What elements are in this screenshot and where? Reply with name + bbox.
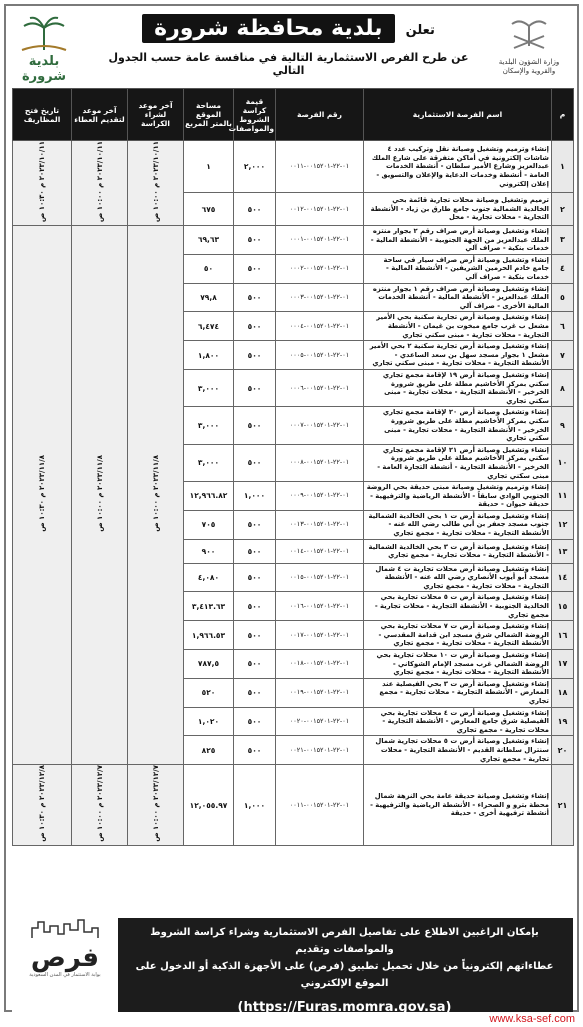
announce-word: تعلن xyxy=(405,23,435,38)
site-area: ٦٩,٦٣ xyxy=(184,226,234,255)
col-code: رقم الفرصة xyxy=(276,89,364,141)
deadline-open-text: ٢٠٢٣/١٠/١١ م ١٠:٣٠ ص xyxy=(38,141,46,223)
booklet-fee: ٥٠٠ xyxy=(234,563,276,592)
row-number: ٦ xyxy=(552,312,574,341)
row-number: ٨ xyxy=(552,369,574,406)
site-area: ٧٨٧,٥ xyxy=(184,650,234,679)
booklet-fee: ٥٠٠ xyxy=(234,510,276,539)
furas-logo xyxy=(12,918,118,1012)
advertisement-sheet xyxy=(4,4,579,1015)
site-area: ١,٩٦٦.٥٣ xyxy=(184,621,234,650)
row-number: ٤ xyxy=(552,254,574,283)
deadline-submit xyxy=(72,141,128,226)
opportunity-code: ٠١-٢٢-٠٠١٥٢٠١-٠٠١٩ xyxy=(276,678,364,707)
opportunity-name: إنشاء وتشغيل وصيانة أرض ت ٤ محلات تجارية بحي الفيصلية شرق جامع المعارض - الأنشطة التجارية - محلات تجارية - مجمع تجاري xyxy=(364,707,552,736)
footer-banner xyxy=(12,918,573,1015)
row-number: ١٦ xyxy=(552,621,574,650)
deadline-buy xyxy=(128,141,184,226)
site-area: ١٢,٠٥٥.٩٧ xyxy=(184,765,234,846)
site-area: ٤,٠٨٠ xyxy=(184,563,234,592)
row-number: ٧ xyxy=(552,341,574,370)
opportunity-code: ٠١-٢٢-٠٠١٥٢٠١-٠٠٠٨ xyxy=(276,444,364,481)
opportunity-code: ٠١-٢٢-٠٠١٥٢٠١-٠٠١٢ xyxy=(276,193,364,226)
opportunity-name: إنشاء وتشغيل وصيانة أرض ت ٧ محلات تجارية بحي الروضة الشمالي شرق مسجد ابن قدامة المقدسي - الأنشطة التجارية - محلات تجارية - مجمع تجاري xyxy=(364,621,552,650)
row-number: ٣ xyxy=(552,226,574,255)
deadline-submit xyxy=(72,765,128,846)
deadline-buy-text: ٢٠٢٣/١٢/٧ م ١٠:٠٠ ص xyxy=(151,765,160,842)
row-number: ١٢ xyxy=(552,510,574,539)
opportunity-name: إنشاء وتشغيل وصيانة حديقة عامة بحي النزهة شمال محطة بترو و الصحراء - الأنشطة الرياضية والترفيهية - أنشطة ترفيهية أخرى - حديقة xyxy=(364,765,552,846)
booklet-fee: ٥٠٠ xyxy=(234,539,276,563)
furas-logo-text: فرص xyxy=(30,943,100,973)
opportunity-name: إنشاء وتشغيل وصيانة أرض ت ١ بحي الخالدية الشمالية جنوب مسجد جعفر بن أبي طالب رضي الله عنه - الأنشطة التجارية - محلات تجارية - مجمع تجاري xyxy=(364,510,552,539)
col-buy-deadline: آخر موعد لشراء الكراسة xyxy=(128,89,184,141)
row-number: ١٩ xyxy=(552,707,574,736)
site-area: ٦,٤٧٤ xyxy=(184,312,234,341)
palm-logo-icon xyxy=(18,14,70,52)
col-submit-deadline: آخر موعد لتقديم العطاء xyxy=(72,89,128,141)
opportunities-table xyxy=(12,88,573,846)
opportunity-name: إنشاء وتشغيل وصيانة أرض تجارية سكنية بحي الأمير مشعل ب غرب جامع مبخوت بن غيمان - الأنشطة التجارية - محلات تجارية - مبنى سكني تجاري xyxy=(364,312,552,341)
booklet-fee: ٥٠٠ xyxy=(234,407,276,444)
opportunity-name: إنشاء وتشغيل وصيانة أرض ت ٥ محلات تجارية بحي الخالدية الجنوبية - الأنشطة التجارية - محلات تجارية - مجمع تجاري xyxy=(364,592,552,621)
footer-url[interactable]: (https://Furas.momra.gov.sa) xyxy=(237,1000,452,1015)
page-subtitle: عن طرح الفرص الاستثمارية التالية في منافسة عامة حسب الجدول التالي xyxy=(108,51,469,77)
row-number: ١٠ xyxy=(552,444,574,481)
header xyxy=(6,6,577,86)
booklet-fee: ٥٠٠ xyxy=(234,283,276,312)
page-title: بلدية محافظة شرورة xyxy=(142,14,394,43)
row-number: ٢٠ xyxy=(552,736,574,765)
site-area: ٨٢٥ xyxy=(184,736,234,765)
row-number: ١ xyxy=(552,141,574,193)
deadline-buy-text: ٢٠٢٣/١٠/١١ م ١٠:٠٠ ص xyxy=(151,141,160,223)
table-row xyxy=(13,226,574,255)
deadline-submit xyxy=(72,226,128,765)
opportunity-name: إنشاء وتشغيل وصيانة أرض ٢١ لإقامة مجمع تجاري سكني بمركز الأخاشيم مطلة على طريق شرورة الخرخير - الأنشطة التجارية - أنشطة التجارة العامة - مبنى سكني تجاري xyxy=(364,444,552,481)
booklet-fee: ٥٠٠ xyxy=(234,369,276,406)
site-area: ٦٧٥ xyxy=(184,193,234,226)
opportunity-code: ٠١-٢٢-٠٠١٥٢٠١-٠٠٠٩ xyxy=(276,482,364,511)
booklet-fee: ١,٠٠٠ xyxy=(234,482,276,511)
deadline-open-text: ٢٠٢٣/١١/٨ م ١٠:٣٠ ص xyxy=(38,455,46,532)
ministry-emblem-icon xyxy=(506,12,552,52)
deadline-buy-text: ٢٠٢٣/١١/٨ م ١٠:٠٠ ص xyxy=(151,455,160,532)
ministry-logo xyxy=(487,12,571,78)
deadline-submit-text: ٢٠٢٣/١١/٨ م ١٠:٠٠ ص xyxy=(95,455,104,532)
booklet-fee: ٥٠٠ xyxy=(234,678,276,707)
opportunity-code: ٠١-٢٢-٠٠١٥٢٠١-٠٠١٣ xyxy=(276,510,364,539)
site-area: ٥٠ xyxy=(184,254,234,283)
opportunity-code: ٠١-٢٢-٠٠١٥٢٠١-٠٠١٥ xyxy=(276,563,364,592)
ministry-name: وزارة الشؤون البلدية والقروية والإسكان xyxy=(498,58,560,75)
deadline-open xyxy=(13,226,72,765)
municipality-logo xyxy=(12,14,76,84)
opportunity-name: إنشاء وتشغيل وصيانة أرض ت ١٠ محلات تجارية بحي الروضة الشمالي غرب مسجد الإمام الشوكاني - الأنشطة التجارية - محلات تجارية - مجمع تجاري xyxy=(364,650,552,679)
opportunity-code: ٠١-٢٢-٠٠١٥٢٠١-٠٠١٤ xyxy=(276,539,364,563)
opportunity-code: ٠١-٢٢-٠٠١٥٢٠١-٠٠١١ xyxy=(276,765,364,846)
site-area: ٣,٠٠٠ xyxy=(184,369,234,406)
opportunity-name: إنشاء وتشغيل وصيانة أرض تجارية سكنية ٢ بحي الأمير مشعل ١ بجوار مسجد سهل بن سعد الساعدي - الأنشطة التجارية - محلات تجارية - مبنى سكني تجاري xyxy=(364,341,552,370)
site-area: ٣,٠٠٠ xyxy=(184,444,234,481)
opportunity-name: إنشاء وتشغيل وصيانة أرض صراف رقم ١ بجوار منتزه الملك عبدالعزيز - الأنشطة المالية - أنشطة الخدمات المالية الأخرى - صراف آلي xyxy=(364,283,552,312)
site-area: ١ xyxy=(184,141,234,193)
col-area: مساحة الموقع بالمتر المربع xyxy=(184,89,234,141)
booklet-fee: ٥٠٠ xyxy=(234,736,276,765)
row-number: ١١ xyxy=(552,482,574,511)
booklet-fee: ٥٠٠ xyxy=(234,444,276,481)
booklet-fee: ٥٠٠ xyxy=(234,650,276,679)
deadline-submit-text: ٢٠٢٣/١٢/٧ م ١٠:٠٠ ص xyxy=(95,765,104,842)
booklet-fee: ٥٠٠ xyxy=(234,707,276,736)
row-number: ١٨ xyxy=(552,678,574,707)
source-watermark: www.ksa-sef.com xyxy=(489,1013,575,1025)
deadline-open xyxy=(13,765,72,846)
opportunity-code: ٠١-٢٢-٠٠١٥٢٠١-٠٠٠١ xyxy=(276,226,364,255)
opportunity-name: إنشاء وتشغيل وصيانة أرض ت ٣ بحي الفيصلية عند المعارض - الأنشطة التجارية - محلات تجارية - مجمع تجاري xyxy=(364,678,552,707)
booklet-fee: ١,٠٠٠ xyxy=(234,765,276,846)
booklet-fee: ٥٠٠ xyxy=(234,592,276,621)
opportunity-name: إنشاء وتشغيل وصيانة أرض محلات تجارية ت ٤ شمال مسجد أبو أيوب الأنصاري رضي الله عنه - الأنشطة التجارية - محلات تجارية - مجمع تجاري xyxy=(364,563,552,592)
opportunity-code: ٠١-٢٢-٠٠١٥٢٠١-٠٠١٧ xyxy=(276,621,364,650)
row-number: ١٣ xyxy=(552,539,574,563)
booklet-fee: ٥٠٠ xyxy=(234,254,276,283)
opportunity-code: ٠١-٢٢-٠٠١٥٢٠١-٠٠٠٢ xyxy=(276,254,364,283)
footer-line-1: بإمكان الراغبين الاطلاع على تفاصيل الفرص الاستثمارية وشراء كراسة الشروط والمواصفات وتقديم xyxy=(150,927,539,955)
booklet-fee: ٢,٠٠٠ xyxy=(234,141,276,193)
deadline-buy xyxy=(128,226,184,765)
col-name: اسم الفرصة الاستثمارية xyxy=(364,89,552,141)
deadline-open-text: ٢٠٢٣/١٢/٨ م ١٠:٣٠ ص xyxy=(38,765,46,842)
table-header-row xyxy=(13,89,574,141)
opportunity-name: إنشاء وتشغيل وصيانة أرض ١٩ لإقامة مجمع تجاري سكني بمركز الأخاشيم مطلة على طريق شرورة الخرخير - الأنشطة التجارية - محلات تجارية - مبنى سكني تجاري xyxy=(364,369,552,406)
footer-line-2: عطاءاتهم إلكترونياً من خلال تحميل تطبيق (فرص) على الأجهزة الذكية أو الدخول على الموقع الإلكتروني xyxy=(135,961,554,989)
booklet-fee: ٥٠٠ xyxy=(234,312,276,341)
furas-logo-subtext: بوابة الاستثمار في المدن السعودية xyxy=(29,972,101,978)
site-area: ١٢,٩٦٦.٨٢ xyxy=(184,482,234,511)
col-num: م xyxy=(552,89,574,141)
opportunity-name: إنشاء وتشغيل وصيانة أرض صراف رقم ٢ بجوار منتزه الملك عبدالعزيز من الجهة الجنوبية - الأنشطة المالية - خدمات بنكية - صراف آلي xyxy=(364,226,552,255)
table-row xyxy=(13,141,574,193)
opportunity-code: ٠١-٢٢-٠٠١٥٢٠١-٠٠٠٣ xyxy=(276,283,364,312)
row-number: ٩ xyxy=(552,407,574,444)
opportunity-code: ٠١-٢٢-٠٠١٥٢٠١-٠٠٢١ xyxy=(276,736,364,765)
col-open-date: تاريخ فتح المظاريف xyxy=(13,89,72,141)
site-area: ٧٩,٨ xyxy=(184,283,234,312)
opportunity-code: ٠١-٢٢-٠٠١٥٢٠١-٠٠٠٥ xyxy=(276,341,364,370)
row-number: ١٤ xyxy=(552,563,574,592)
opportunity-name: إنشاء وترميم وتشغيل وصيانة نقل وتركيب عدد ٤ شاشات إلكترونية في أماكن متفرقة على شارع الملك عبدالعزيز وشارع الأمير سلطان - أنشطة الخدمات العامة - أنشطة وخدمات الدعاية والإعلان والتسويق - إعلان إلكتروني xyxy=(364,141,552,193)
site-area: ٣,٠٠٠ xyxy=(184,407,234,444)
brand-text: بلدية شرورة xyxy=(21,54,67,84)
site-area: ٣,٤١٣.٦٣ xyxy=(184,592,234,621)
opportunity-name: إنشاء وتشغيل وصيانة أرض ٢٠ لإقامة مجمع تجاري سكني بمركز الأخاشيم مطلة على طريق شرورة الخرخير - الأنشطة التجارية - محلات تجارية - مبنى سكني تجاري xyxy=(364,407,552,444)
opportunity-code: ٠١-٢٢-٠٠١٥٢٠١-٠٠٠٤ xyxy=(276,312,364,341)
opportunity-name: إنشاء وتشغيل وصيانة أرض ت ٥ محلات تجارية شمال سنترال سلطانة القديم - الأنشطة التجارية - محلات تجارية - مجمع تجاري xyxy=(364,736,552,765)
site-area: ٥٢٠ xyxy=(184,678,234,707)
col-fee: قيمة كراسة الشروط والمواصفات xyxy=(234,89,276,141)
opportunity-name: إنشاء وتشغيل وصيانة أرض صراف سيار في ساحة جامع خادم الحرمين الشريفين - الأنشطة المالية - خدمات بنكية - صراف آلي xyxy=(364,254,552,283)
opportunity-code: ٠١-٢٢-٠٠١٥٢٠١-٠٠٢٠ xyxy=(276,707,364,736)
skyline-icon xyxy=(30,918,100,940)
booklet-fee: ٥٠٠ xyxy=(234,621,276,650)
site-area: ٧٠٥ xyxy=(184,510,234,539)
row-number: ٥ xyxy=(552,283,574,312)
deadline-open xyxy=(13,141,72,226)
booklet-fee: ٥٠٠ xyxy=(234,341,276,370)
deadline-submit-text: ٢٠٢٣/١٠/١١ م ١٠:٠٠ ص xyxy=(95,141,104,223)
opportunity-code: ٠١-٢٢-٠٠١٥٢٠١-٠٠١٨ xyxy=(276,650,364,679)
table-row xyxy=(13,765,574,846)
opportunity-code: ٠١-٢٢-٠٠١٥٢٠١-٠٠١٦ xyxy=(276,592,364,621)
row-number: ٢ xyxy=(552,193,574,226)
site-area: ٩٠٠ xyxy=(184,539,234,563)
opportunity-name: ترميم وتشغيل وصيانة محلات تجارية قائمة بحي الخالدية الشمالية جنوب جامع طارق بن زياد - الأنشطة التجارية - محلات تجارية - محل xyxy=(364,193,552,226)
deadline-buy xyxy=(128,765,184,846)
booklet-fee: ٥٠٠ xyxy=(234,193,276,226)
opportunity-name: إنشاء وترميم وتشغيل وصيانة مبنى حديقة بحي الروضة الجنوبي الوادي سابقاً - الأنشطة الرياضية والترفيهية - حديقة حيوان - حديقة xyxy=(364,482,552,511)
site-area: ١,٠٢٠ xyxy=(184,707,234,736)
row-number: ١٥ xyxy=(552,592,574,621)
row-number: ٢١ xyxy=(552,765,574,846)
opportunity-code: ٠١-٢٢-٠٠١٥٢٠١-٠٠٠٧ xyxy=(276,407,364,444)
row-number: ١٧ xyxy=(552,650,574,679)
opportunity-code: ٠١-٢٢-٠٠١٥٢٠١-٠٠١١ xyxy=(276,141,364,193)
header-title-block xyxy=(96,14,481,80)
booklet-fee: ٥٠٠ xyxy=(234,226,276,255)
opportunity-name: إنشاء وتشغيل وصيانة أرض ت ٣ بحي الخالدية الشمالية - الأنشطة التجارية - محلات تجارية - مجمع تجاري xyxy=(364,539,552,563)
site-area: ١,٨٠٠ xyxy=(184,341,234,370)
opportunity-code: ٠١-٢٢-٠٠١٥٢٠١-٠٠٠٦ xyxy=(276,369,364,406)
footer-text xyxy=(122,924,567,1020)
